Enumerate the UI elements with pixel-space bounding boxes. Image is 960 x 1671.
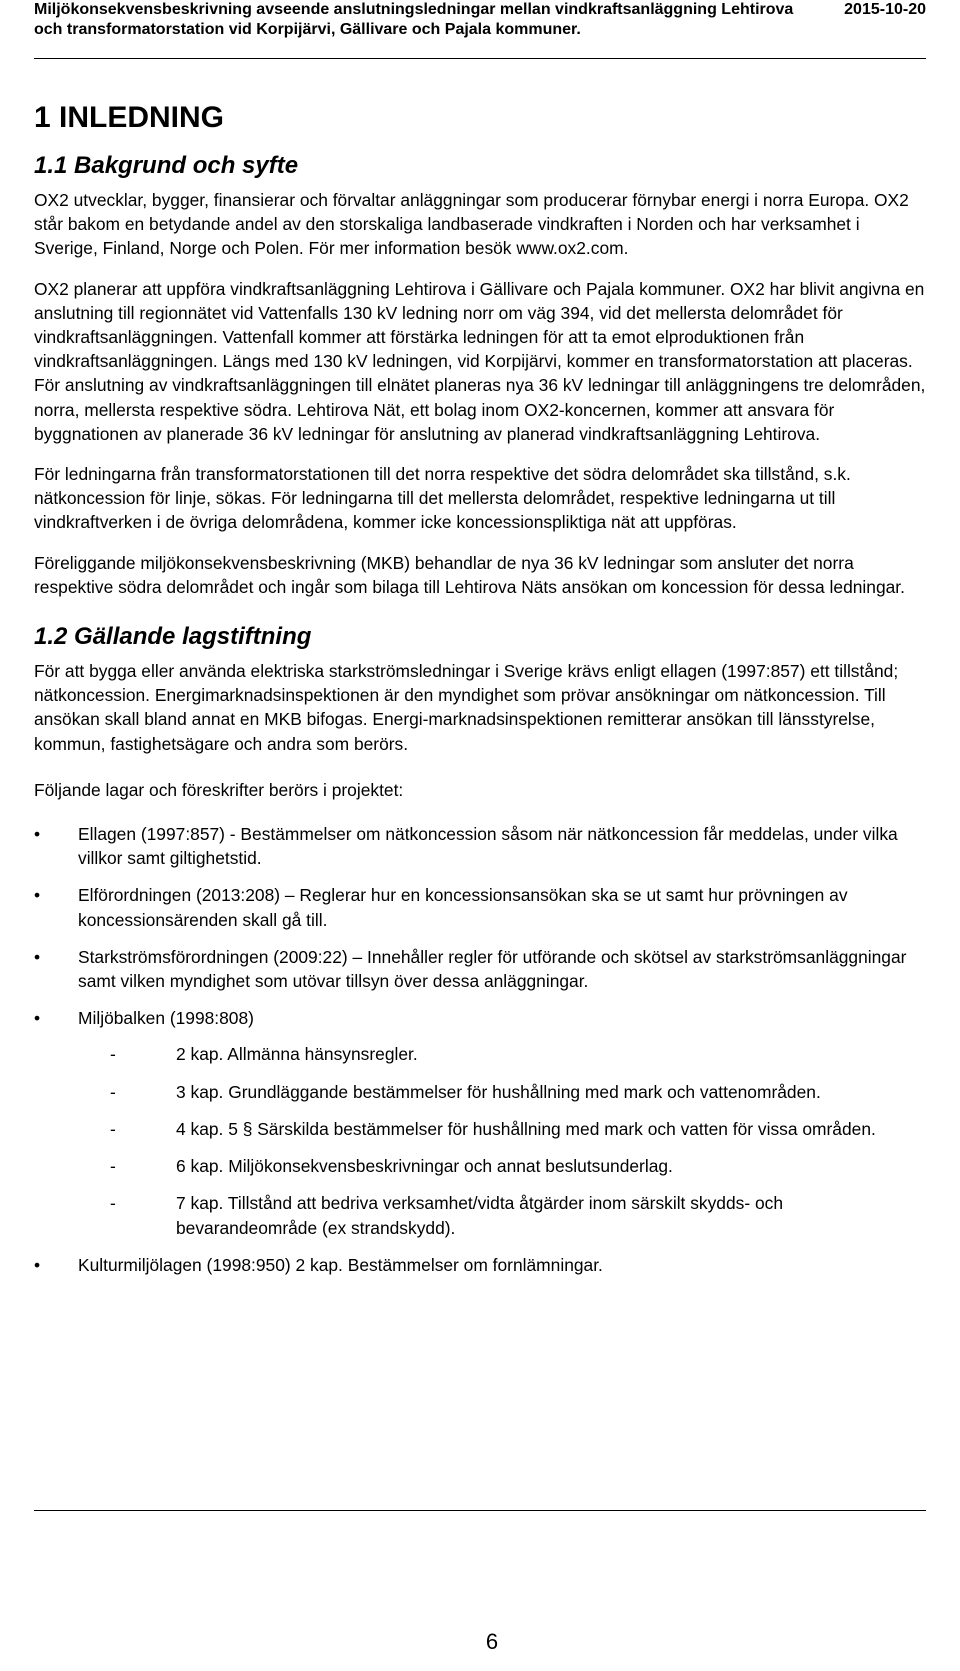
chapter-item: - 6 kap. Miljökonsekvensbeskrivningar och annat beslutsunderlag. xyxy=(110,1154,926,1178)
miljobalken-chapters xyxy=(34,1042,926,1239)
section-1-1-heading: 1.1 Bakgrund och syfte xyxy=(34,152,299,179)
paragraph-concession-lines: För ledningarna från transformatorstationen till det norra respektive det södra delområdet ska tillstånd, s.k. nätkoncession för linje, sökas. För ledningarna till det mellersta delområdet, respektive ledningarna ut till vindkraftverken i de övriga delområdena, kommer icke koncessionspliktiga nät att uppföras. xyxy=(34,464,851,533)
section-1-2-heading: 1.2 Gällande lagstiftning xyxy=(34,623,312,651)
paragraph-legislation: För att bygga eller använda elektriska starkströmsledningar i Sverige krävs enligt ellagen (1997:857) ett tillstånd; nätkoncession. Energimarknadsinspektionen är den myndighet som prövar ansökningar om nätkoncession. Till ansökan skall bland annat en MKB bifogas. Energi-marknadsinspektionen remitterar ansökan till länsstyrelse, kommun, fastighetsägare och andra som berörs. xyxy=(34,661,899,754)
bullet-icon: • xyxy=(34,1008,41,1029)
list-item: • Ellagen (1997:857) - Bestämmelser om nätkoncession såsom när nätkoncession får meddelas, under vilka villkor samt giltighetstid. xyxy=(34,824,898,869)
bullet-icon: • xyxy=(34,1254,41,1275)
dash-icon: - xyxy=(110,1081,116,1102)
document-body xyxy=(34,98,926,1290)
list-item: • Miljöbalken (1998:808) - 2 kap. Allmänna hänsynsregler. - 3 kap. Grundläggande bestämmelser för hushållning med mark och vattenområden. - 4 kap. 5 § Särskilda bestämmelser för hushållning med mark och vatten för vissa områden. - 6 kap. Miljökonsekvensbeskrivningar och annat beslutsunderlag. - 7 kap. Tillstånd att bedriva verksamhet/vidta åtgärder inom särskilt skydds- och bevarandeområde (ex strandskydd). xyxy=(34,1006,926,1239)
header-date: 2015-10-20 xyxy=(844,1,926,18)
footer-divider xyxy=(34,1510,926,1511)
page-header xyxy=(34,0,926,59)
laws-list xyxy=(34,822,926,1277)
list-item: • Kulturmiljölagen (1998:950) 2 kap. Bestämmelser om fornlämningar. xyxy=(34,1253,926,1277)
chapter-item: - 2 kap. Allmänna hänsynsregler. xyxy=(110,1042,926,1066)
chapter-item: - 7 kap. Tillstånd att bedriva verksamhet/vidta åtgärder inom särskilt skydds- och bevarandeområde (ex strandskydd). xyxy=(110,1193,784,1238)
chapter-item: - 3 kap. Grundläggande bestämmelser för hushållning med mark och vattenområden. xyxy=(110,1080,926,1104)
dash-icon: - xyxy=(110,1156,116,1177)
header-title: Miljökonsekvensbeskrivning avseende anslutningsledningar mellan vindkraftsanläggning Lehtirova och transformatorstation vid Korpijärvi, Gällivare och Pajala kommuner. xyxy=(34,1,794,38)
dash-icon: - xyxy=(110,1193,116,1214)
paragraph-laws-intro: Följande lagar och föreskrifter berörs i projektet: xyxy=(34,779,404,800)
bullet-icon: • xyxy=(34,824,41,845)
dash-icon: - xyxy=(110,1044,116,1065)
chapter-item: - 4 kap. 5 § Särskilda bestämmelser för hushållning med mark och vatten för vissa områden. xyxy=(110,1117,926,1141)
paragraph-about-ox2: OX2 utvecklar, bygger, finansierar och förvaltar anläggningar som producerar förnybar energi i norra Europa. OX2 står bakom en betydande andel av den storskaliga landbaserade vindkraften i Norden och har verksamhet i Sverige, Finland, Norge och Polen. För mer information besök www.ox2.com. xyxy=(34,190,909,259)
list-item: • Starkströmsförordningen (2009:22) – Innehåller regler för utförande och skötsel av starkströmsanläggningar samt vilken myndighet som utövar tillsyn över dessa anläggningar. xyxy=(34,946,907,992)
bullet-icon: • xyxy=(34,946,41,967)
page-number: 6 xyxy=(485,1629,499,1654)
dash-icon: - xyxy=(110,1118,116,1139)
list-item: • Elförordningen (2013:208) – Reglerar hur en koncessionsansökan ska se ut samt hur prövningen av koncessionsärenden skall gå till. xyxy=(34,885,848,930)
section-1-heading: 1 INLEDNING xyxy=(34,101,225,134)
paragraph-mkb-scope: Föreliggande miljökonsekvensbeskrivning (MKB) behandlar de nya 36 kV ledningar som ansluter det norra respektive södra delområdet och ingår som bilaga till Lehtirova Näts ansökan om koncession för dessa ledningar. xyxy=(34,552,905,597)
bullet-icon: • xyxy=(34,885,41,906)
paragraph-lehtirova-plan: OX2 planerar att uppföra vindkraftsanläggning Lehtirova i Gällivare och Pajala kommuner. OX2 har blivit angivna en anslutning till regionnätet vid Vattenfalls 130 kV ledning norr om väg 394, vid det mellersta delområdet för vindkraftsanläggningen. Vattenfall kommer att förstärka ledningen för att ta emot elproduktionen från vindkraftsanläggningen. Längs med 130 kV ledningen, vid Korpijärvi, kommer en transformatorstation att placeras. För anslutning av vindkraftsanläggningen till elnätet planeras nya 36 kV ledningar till anläggningens tre delområden, norra, mellersta respektive södra. Lehtirova Nät, ett bolag inom OX2-koncernen, kommer att ansvara för byggnationen av planerade 36 kV ledningar för anslutning av planerad vindkraftsanläggning Lehtirova. xyxy=(34,278,926,444)
